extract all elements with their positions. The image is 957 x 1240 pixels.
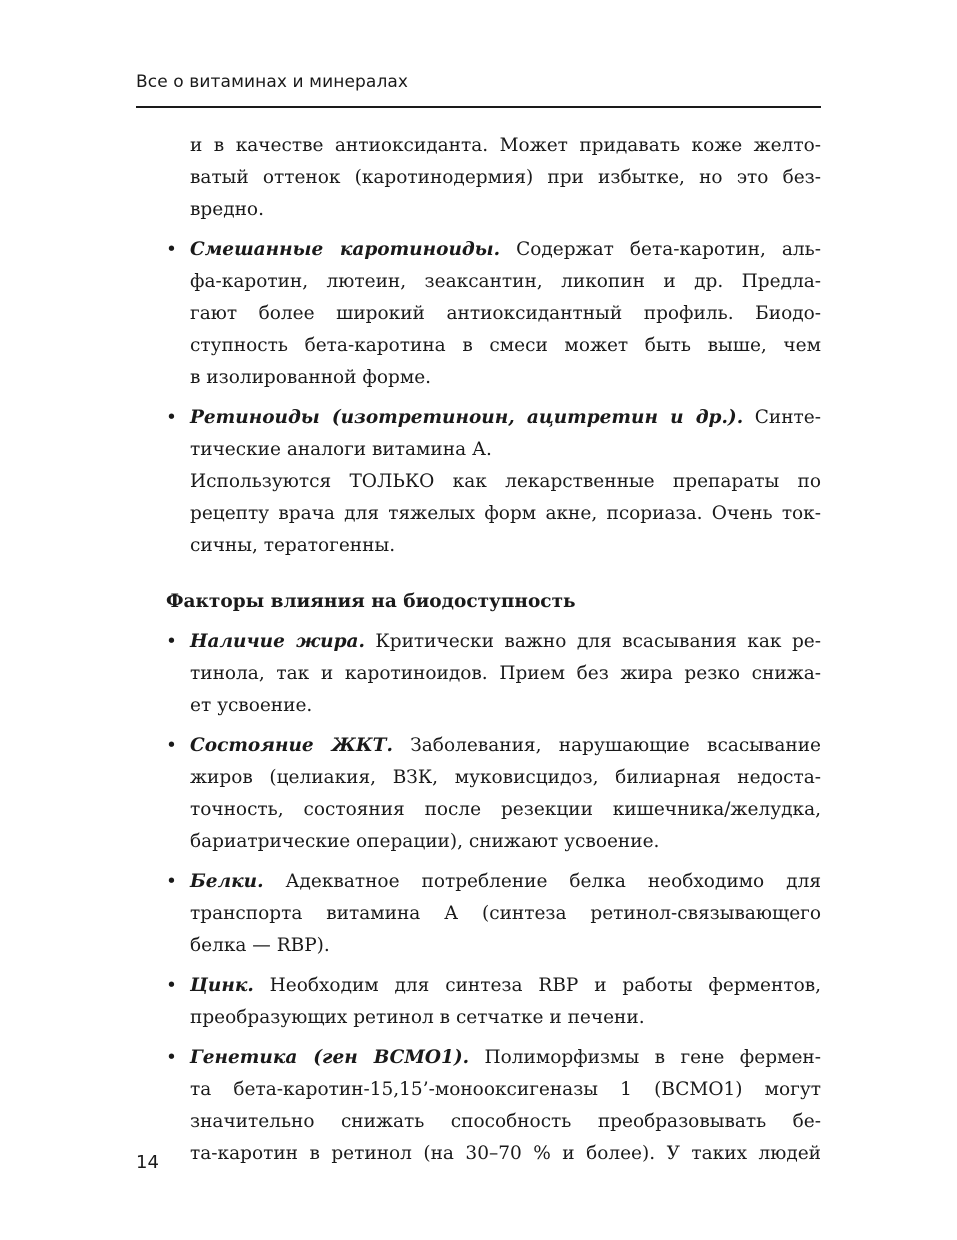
text-line <box>190 866 821 898</box>
text-line: та-каротин в ретинол (на 30–70 % и более). У таких людей <box>190 1143 821 1164</box>
header-rule <box>136 106 821 108</box>
item-term: Белки. <box>190 871 264 892</box>
text-line <box>190 1042 821 1074</box>
text-line: значительно снижать способность преобразовывать бе- <box>190 1111 821 1132</box>
text-line: белка — RBP). <box>190 935 330 956</box>
text-line: ет усвоение. <box>190 695 313 716</box>
text-line <box>190 234 821 266</box>
item-text: Критически важно для всасывания как ре- <box>364 631 822 652</box>
text-line: в изолированной форме. <box>190 367 432 388</box>
section-heading: Факторы влияния на биодоступность <box>166 591 576 612</box>
list-item <box>166 402 821 562</box>
bullet-icon: • <box>166 871 177 892</box>
list-item <box>166 234 821 394</box>
text-line <box>190 402 821 434</box>
item-text: Заболевания, нарушающие всасывание <box>392 735 821 756</box>
item-term: Состояние ЖКТ. <box>190 735 393 756</box>
continuation-paragraph <box>166 130 821 226</box>
bullet-icon: • <box>166 239 177 260</box>
bullet-icon: • <box>166 735 177 756</box>
text-line <box>190 970 821 1002</box>
page-body <box>166 130 821 1170</box>
item-text: Необходим для синтеза RBP и работы ферментов, <box>253 975 821 996</box>
text-line: та бета-каротин-15,15’-монооксигеназы 1 (BCMO1) могут <box>190 1079 821 1100</box>
list-item <box>166 866 821 962</box>
page-number: 14 <box>136 1152 159 1173</box>
item-term: Наличие жира. <box>190 631 365 652</box>
item-text: Синте- <box>743 407 821 428</box>
item-text: Содержат бета-каротин, аль- <box>500 239 821 260</box>
text-line: вредно. <box>190 199 264 220</box>
text-line: жиров (целиакия, ВЗК, муковисцидоз, билиарная недоста- <box>190 767 821 788</box>
bullet-icon: • <box>166 1047 177 1068</box>
list-item <box>166 730 821 858</box>
text-line: Используются ТОЛЬКО как лекарственные препараты по <box>190 471 821 492</box>
text-line: сичны, тератогенны. <box>190 535 396 556</box>
item-text: Адекватное потребление белка необходимо для <box>263 871 821 892</box>
bullet-icon: • <box>166 631 177 652</box>
text-line: преобразующих ретинол в сетчатке и печени. <box>190 1007 645 1028</box>
bullet-icon: • <box>166 407 177 428</box>
text-line: рецепту врача для тяжелых форм акне, псориаза. Очень ток- <box>190 503 821 524</box>
text-line: и в качестве антиоксиданта. Может придавать коже желто- <box>190 135 821 156</box>
text-line: ступность бета-каротина в смеси может быть выше, чем <box>190 335 821 356</box>
text-line <box>190 730 821 762</box>
text-line: тинола, так и каротиноидов. Прием без жира резко снижа- <box>190 663 821 684</box>
item-term: Генетика (ген BCMO1). <box>190 1047 470 1068</box>
item-term: Ретиноиды (изотретиноин, ацитретин и др.). <box>190 407 744 428</box>
text-line: точность, состояния после резекции кишечника/желудка, <box>190 799 821 820</box>
item-text: Полиморфизмы в гене фермен- <box>469 1047 821 1068</box>
list-item <box>166 970 821 1034</box>
text-line <box>190 626 821 658</box>
text-line: фа-каротин, лютеин, зеаксантин, ликопин и др. Предла- <box>190 271 821 292</box>
text-line: ватый оттенок (каротинодермия) при избытке, но это без- <box>190 167 821 188</box>
list-item <box>166 626 821 722</box>
text-line: гают более широкий антиоксидантный профиль. Биодо- <box>190 303 821 324</box>
text-line: транспорта витамина А (синтеза ретинол-связывающего <box>190 903 821 924</box>
text-line: тические аналоги витамина А. <box>190 439 492 460</box>
item-term: Цинк. <box>190 975 254 996</box>
item-term: Смешанные каротиноиды. <box>190 239 501 260</box>
running-head: Все о витаминах и минералах <box>136 72 409 92</box>
list-item <box>166 1042 821 1170</box>
text-line: бариатрические операции), снижают усвоение. <box>190 831 660 852</box>
bullet-icon: • <box>166 975 177 996</box>
